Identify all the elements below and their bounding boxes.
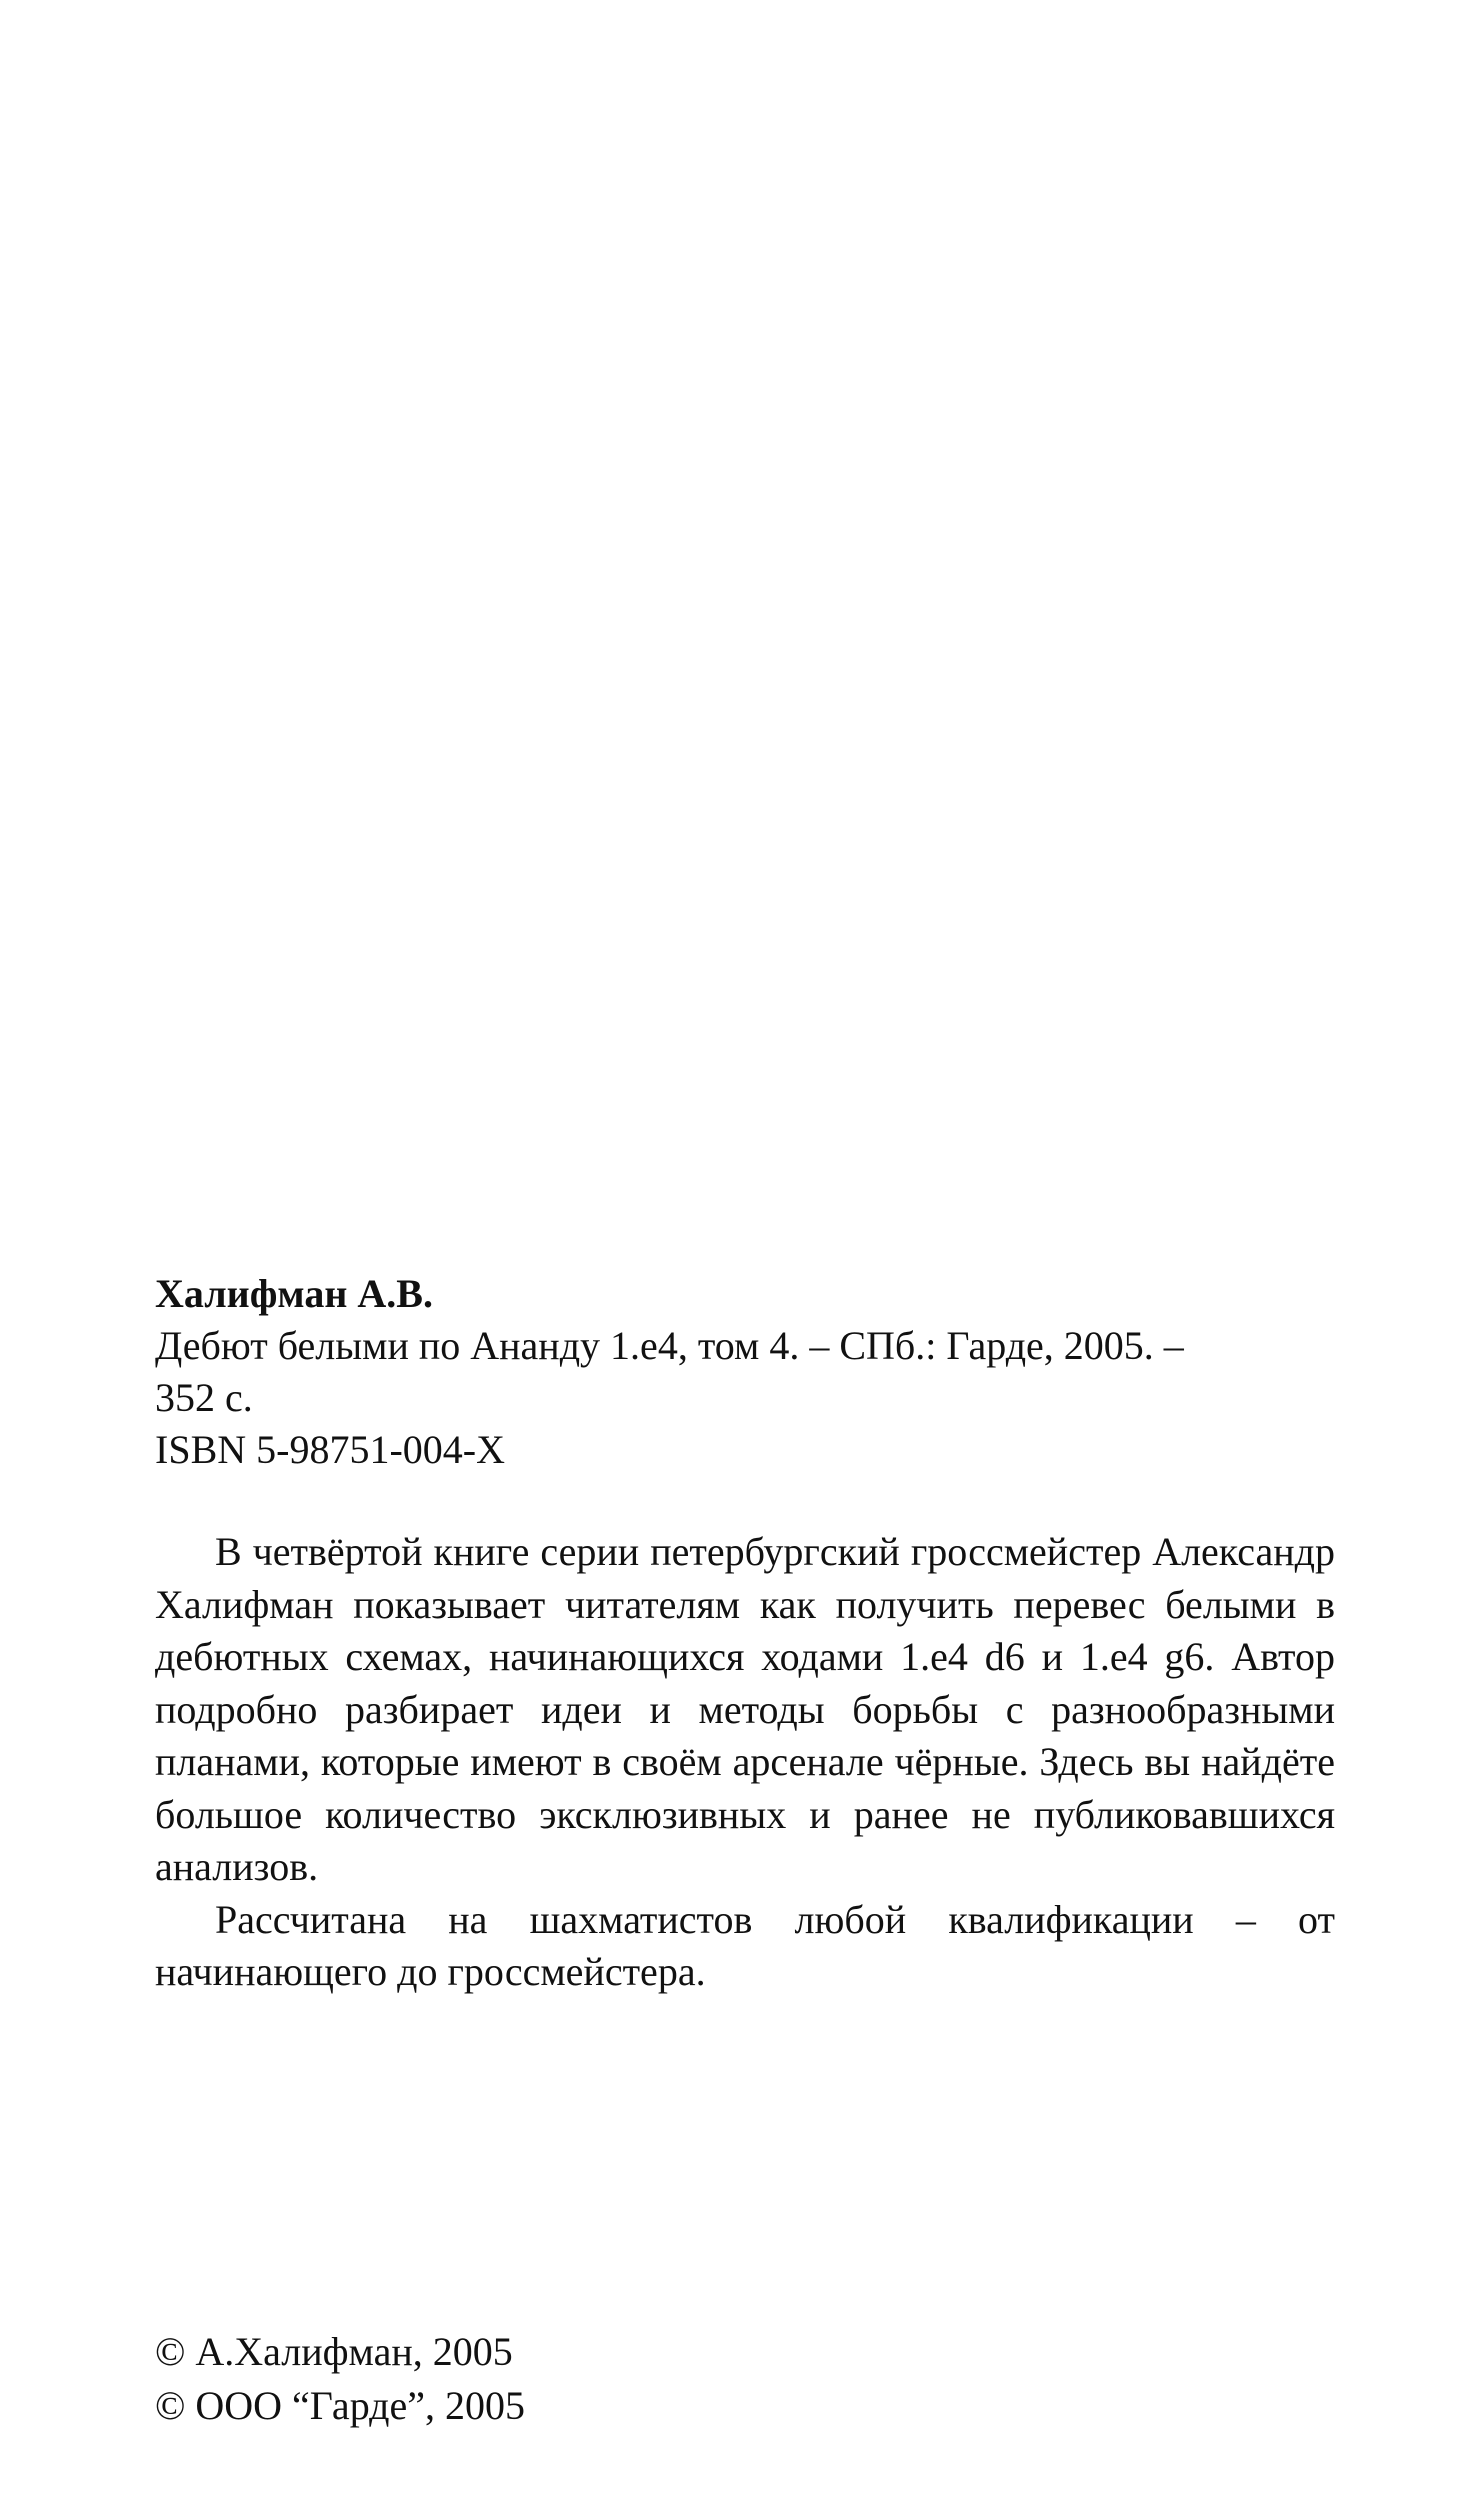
copyright-author: © А.Халифман, 2005 <box>155 2329 513 2374</box>
annotation-paragraph-2: Рассчитана на шахматистов любой квалификации – от начинающего до гроссмейстера. <box>155 1896 1335 1994</box>
bibliographic-record <box>155 1268 1340 1476</box>
isbn: ISBN 5-98751-004-X <box>155 1427 505 1472</box>
copyright-block <box>155 2325 525 2433</box>
book-annotation <box>155 1526 1335 1999</box>
annotation-paragraph-1: В четвёртой книге серии петербургский гроссмейстер Александр Халифман показывает читателям как получить перевес белыми в дебютных схемах, начинающихся ходами 1.е4 d6 и 1.е4 g6. Автор подробно разбирает идеи и методы борьбы с разнообразными планами, которые имеют в своём арсенале чёрные. Здесь вы найдёте большое количество эксклюзивных и ранее не публиковавшихся анализов. <box>155 1529 1335 1889</box>
book-title-line: Дебют белыми по Ананду 1.е4, том 4. – СПб.: Гарде, 2005. – <box>155 1323 1184 1368</box>
copyright-publisher: © ООО “Гарде”, 2005 <box>155 2383 526 2428</box>
page-count: 352 с. <box>155 1375 253 1420</box>
author-name: Халифман А.В. <box>155 1271 433 1316</box>
